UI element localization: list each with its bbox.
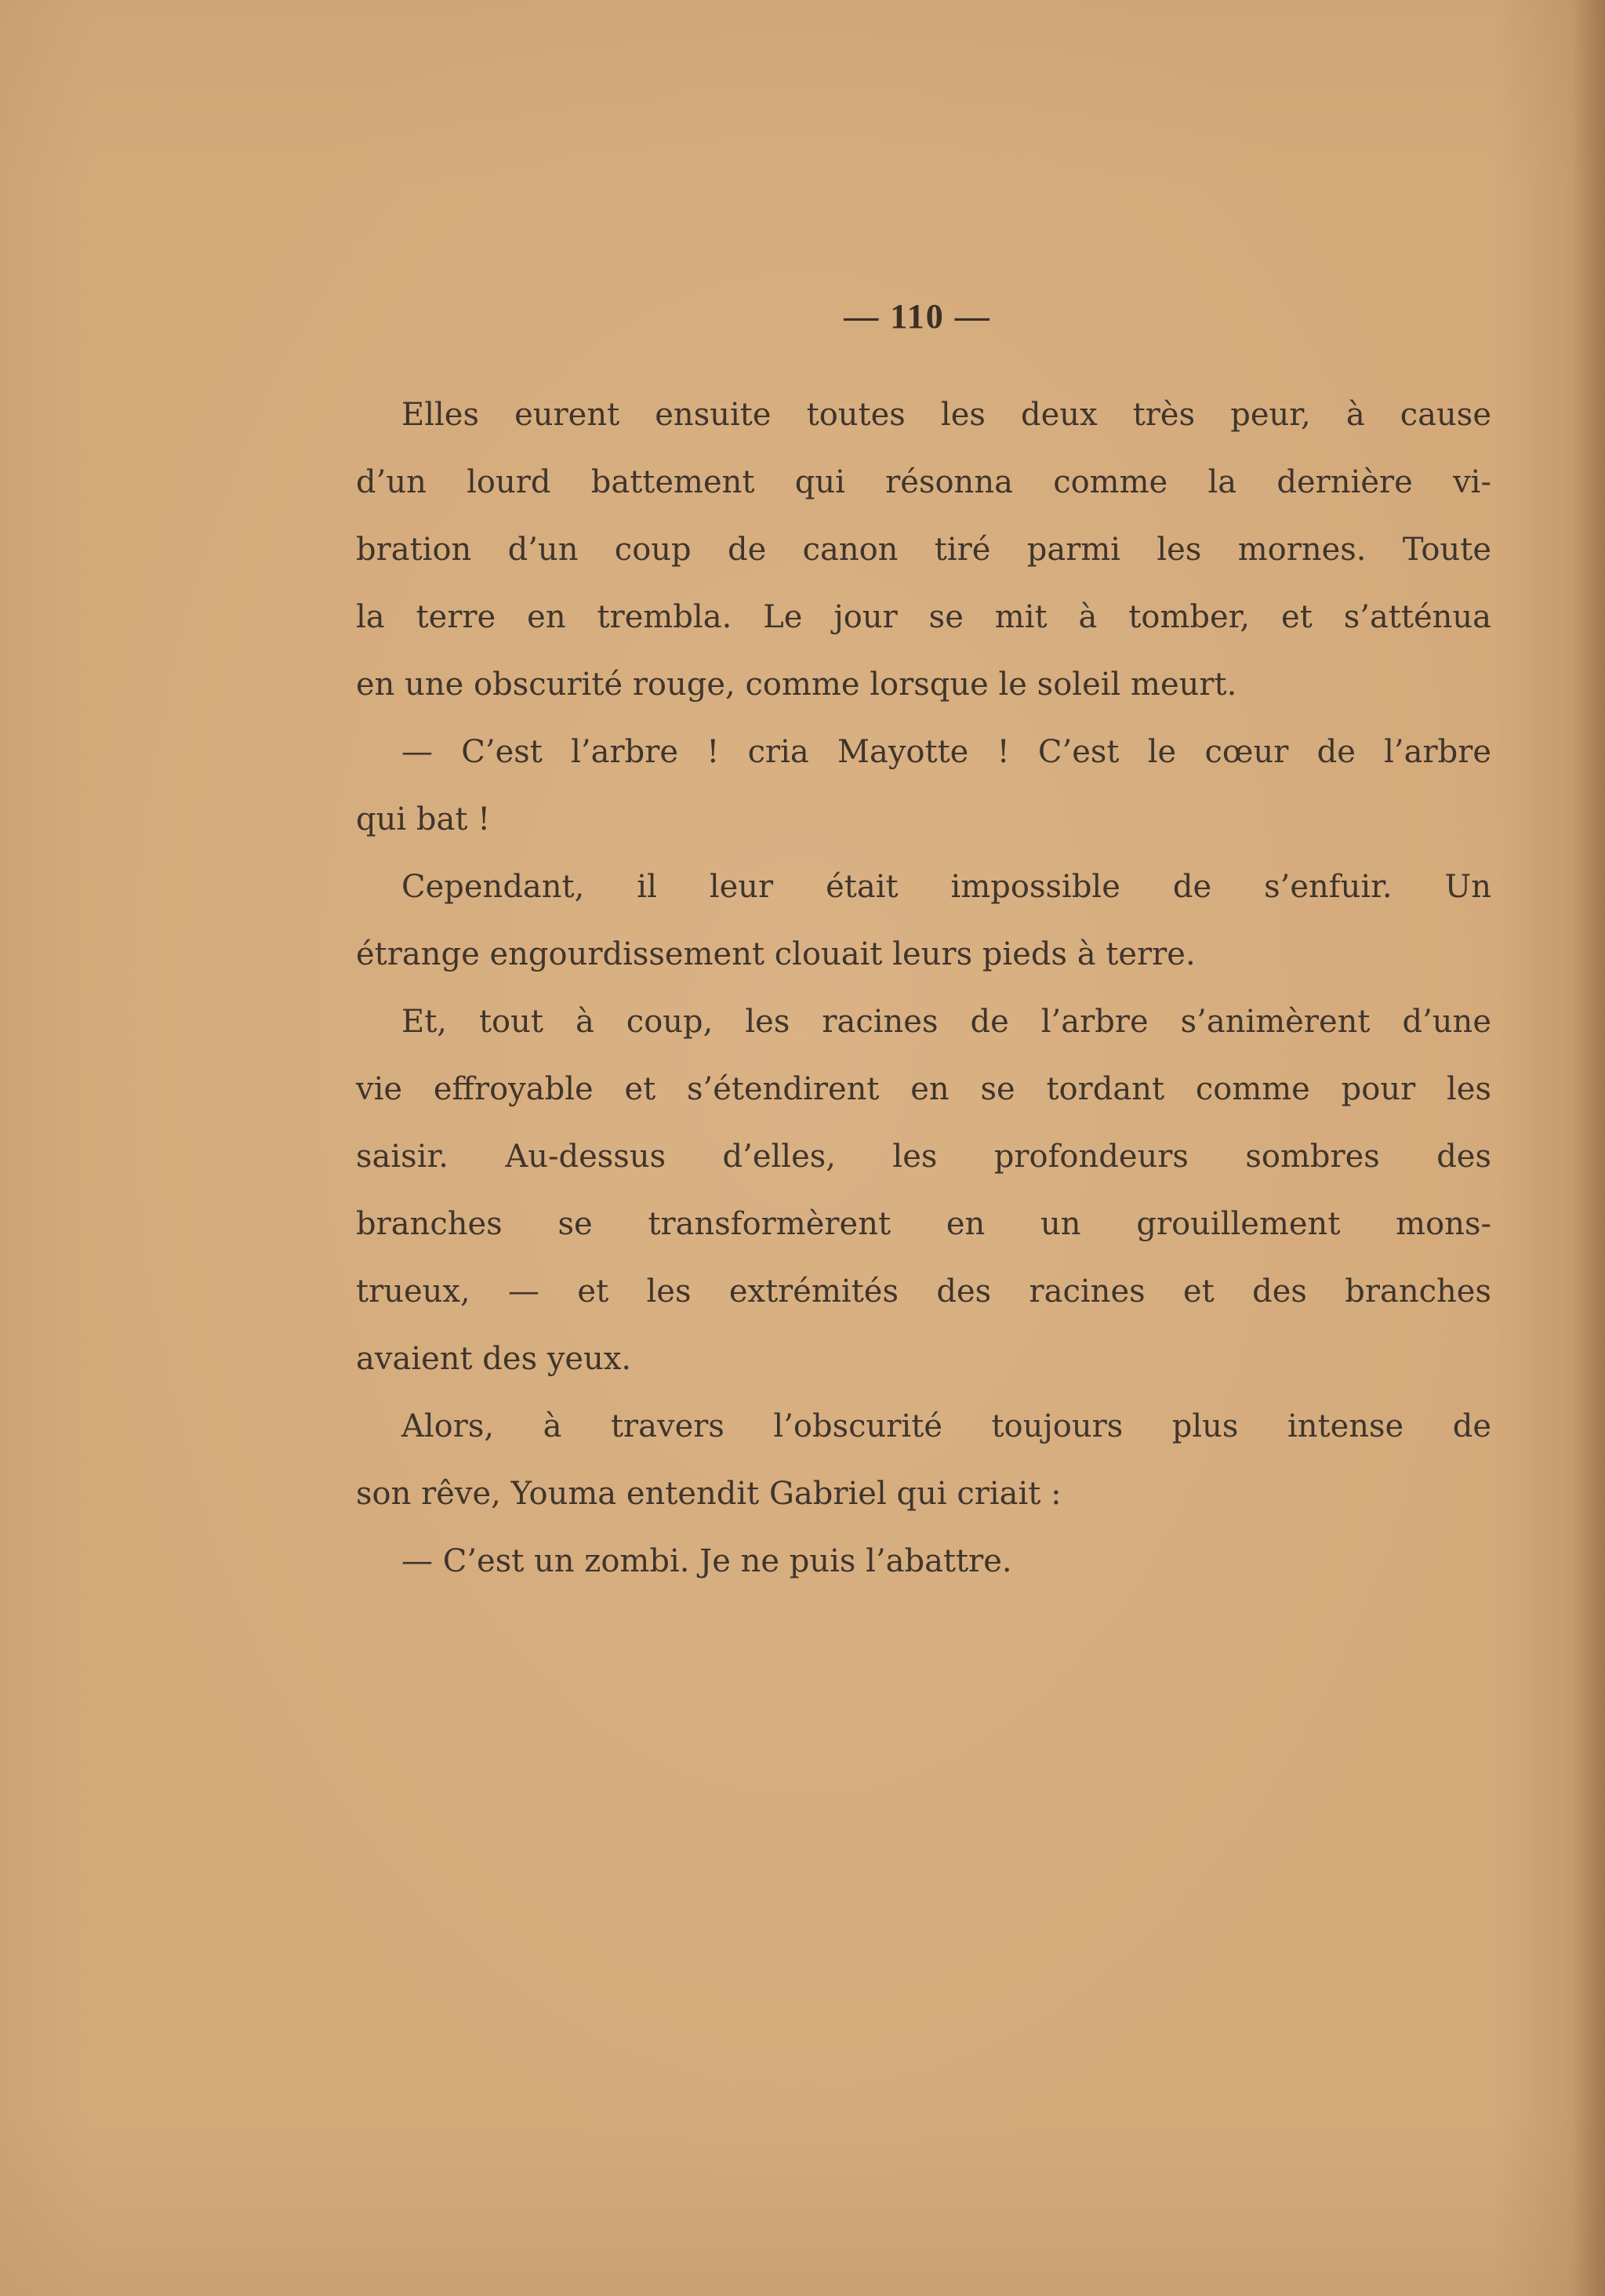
text-line: branches se transformèrent en un grouillement mons- [356,1206,1491,1242]
text-line: qui bat ! [356,801,491,837]
page-number: — 110 — [844,297,991,336]
text-line: — C’est l’arbre ! cria Mayotte ! C’est le cœur de l’arbre [401,734,1491,770]
text-line: — C’est un zombi. Je ne puis l’abattre. [401,1543,1012,1579]
text-line: étrange engourdissement clouait leurs pieds à terre. [356,936,1196,972]
text-line: en une obscurité rouge, comme lorsque le soleil meurt. [356,667,1237,703]
text-line: Elles eurent ensuite toutes les deux très peur, à cause [401,397,1491,433]
text-line: Alors, à travers l’obscurité toujours plus intense de [401,1408,1491,1444]
text-line: d’un lourd battement qui résonna comme la dernière vi- [356,464,1491,500]
body-text [356,381,1491,1595]
text-line: Cependant, il leur était impossible de s’enfuir. Un [401,869,1491,905]
text-line: bration d’un coup de canon tiré parmi les mornes. Toute [356,532,1491,568]
page-edge-shadow [1572,0,1605,2296]
text-line: vie effroyable et s’étendirent en se tordant comme pour les [356,1071,1491,1107]
text-line: son rêve, Youma entendit Gabriel qui criait : [356,1476,1062,1512]
text-line: trueux, — et les extrémités des racines et des branches [356,1273,1491,1310]
text-line: avaient des yeux. [356,1341,632,1377]
text-line: la terre en trembla. Le jour se mit à tomber, et s’atténua [356,599,1491,635]
text-line: Et, tout à coup, les racines de l’arbre s’animèrent d’une [401,1004,1491,1040]
text-line: saisir. Au-dessus d’elles, les profondeurs sombres des [356,1139,1491,1175]
